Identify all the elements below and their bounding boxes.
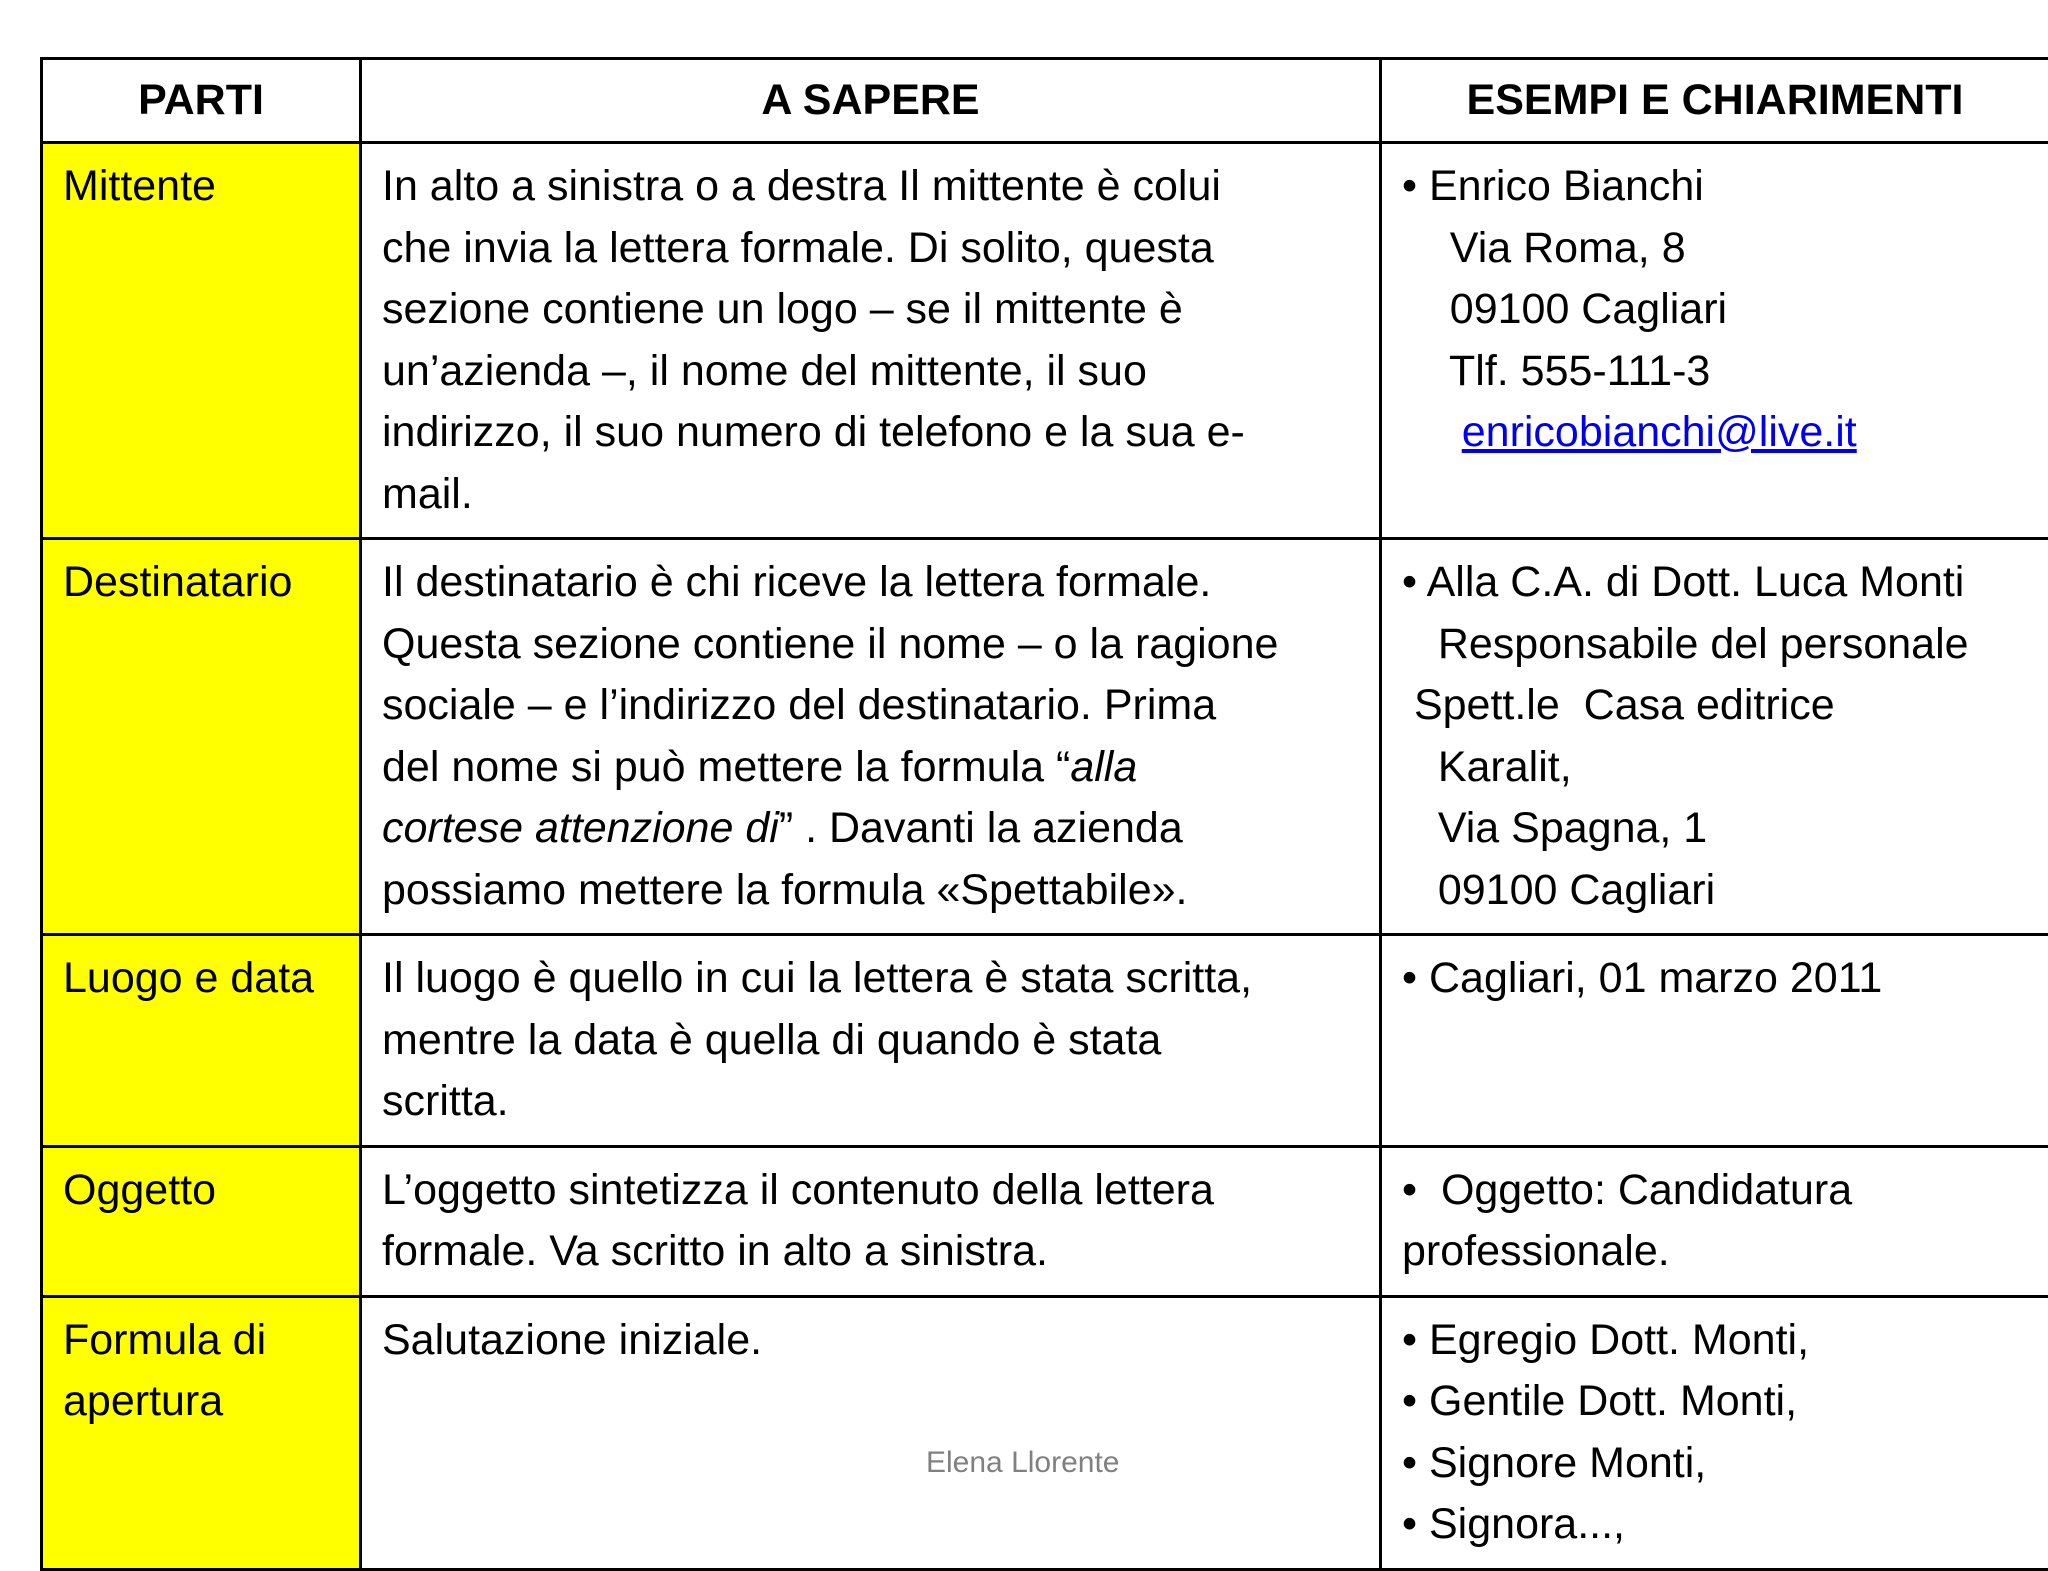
text-line: Tlf. 555-111-3	[1402, 341, 2028, 403]
text-segment: ” . Davanti la azienda	[779, 804, 1183, 852]
header-parts: PARTI	[42, 59, 361, 143]
text-line: che invia la lettera formale. Di solito, questa	[382, 218, 1359, 280]
know-cell	[361, 1146, 1381, 1296]
text-line: mentre la data è quella di quando è stata	[382, 1010, 1359, 1072]
text-line: Formula di	[63, 1310, 339, 1372]
text-line: Responsabile del personale	[1402, 614, 2028, 676]
text-line	[382, 737, 1359, 799]
text-line: 09100 Cagliari	[1402, 279, 2028, 341]
know-cell	[361, 143, 1381, 539]
table-row	[42, 539, 2048, 935]
text-line: • Enrico Bianchi	[1402, 156, 2028, 218]
text-line: sezione contiene un logo – se il mittente è	[382, 279, 1359, 341]
table-row	[42, 143, 2048, 539]
text-line: un’azienda –, il nome del mittente, il suo	[382, 341, 1359, 403]
part-cell: Oggetto	[42, 1146, 361, 1296]
text-line: Salutazione iniziale.	[382, 1310, 1359, 1372]
text-line: Questa sezione contiene il nome – o la ragione	[382, 614, 1359, 676]
text-line: • Alla C.A. di Dott. Luca Monti	[1402, 552, 2028, 614]
text-segment: del nome si può mettere la formula “	[382, 743, 1070, 791]
text-line: apertura	[63, 1371, 339, 1433]
text-line: • Signora...,	[1402, 1494, 2028, 1556]
table-row	[42, 935, 2048, 1147]
text-line	[382, 798, 1359, 860]
text-line: In alto a sinistra o a destra Il mittente è colui	[382, 156, 1359, 218]
examples-cell	[1381, 1296, 2048, 1569]
text-line: • Gentile Dott. Monti,	[1402, 1371, 2028, 1433]
letter-parts-table	[40, 57, 2048, 1571]
examples-cell	[1381, 143, 2048, 539]
header-examples: ESEMPI E CHIARIMENTI	[1381, 59, 2048, 143]
text-line: Il luogo è quello in cui la lettera è stata scritta,	[382, 948, 1359, 1010]
table-row	[42, 1146, 2048, 1296]
email-line	[1402, 402, 2028, 464]
header-know: A SAPERE	[361, 59, 1381, 143]
text-line: indirizzo, il suo numero di telefono e la sua e-	[382, 402, 1359, 464]
examples-cell	[1381, 1146, 2048, 1296]
know-cell	[361, 539, 1381, 935]
text-line: • Oggetto: Candidatura	[1402, 1160, 2028, 1222]
text-line: 09100 Cagliari	[1402, 860, 2028, 922]
text-line: formale. Va scritto in alto a sinistra.	[382, 1221, 1359, 1283]
part-cell: Luogo e data	[42, 935, 361, 1147]
know-cell	[361, 1296, 1381, 1569]
text-line: mail.	[382, 464, 1359, 526]
table-row	[42, 1296, 2048, 1569]
header-row	[42, 59, 2048, 143]
know-cell	[361, 935, 1381, 1147]
text-line: Karalit,	[1402, 737, 2028, 799]
part-cell: Mittente	[42, 143, 361, 539]
text-line: Il destinatario è chi riceve la lettera formale.	[382, 552, 1359, 614]
italic-text: alla	[1070, 743, 1137, 791]
text-line: scritta.	[382, 1071, 1359, 1133]
text-line: sociale – e l’indirizzo del destinatario. Prima	[382, 675, 1359, 737]
footer-author: Elena Llorente	[926, 1446, 1119, 1480]
text-line: professionale.	[1402, 1221, 2028, 1283]
examples-cell	[1381, 539, 2048, 935]
part-cell: Destinatario	[42, 539, 361, 935]
text-line: Via Roma, 8	[1402, 218, 2028, 280]
email-link[interactable]: enricobianchi@live.it	[1462, 408, 1857, 456]
text-line: • Cagliari, 01 marzo 2011	[1402, 948, 2028, 1010]
text-line: • Egregio Dott. Monti,	[1402, 1310, 2028, 1372]
examples-cell	[1381, 935, 2048, 1147]
text-line: Spett.le Casa editrice	[1402, 675, 2028, 737]
text-line: possiamo mettere la formula «Spettabile».	[382, 860, 1359, 922]
text-line: Via Spagna, 1	[1402, 798, 2028, 860]
text-line: • Signore Monti,	[1402, 1433, 2028, 1495]
text-line: L’oggetto sintetizza il contenuto della lettera	[382, 1160, 1359, 1222]
part-cell	[42, 1296, 361, 1569]
italic-text: cortese attenzione di	[382, 804, 779, 852]
